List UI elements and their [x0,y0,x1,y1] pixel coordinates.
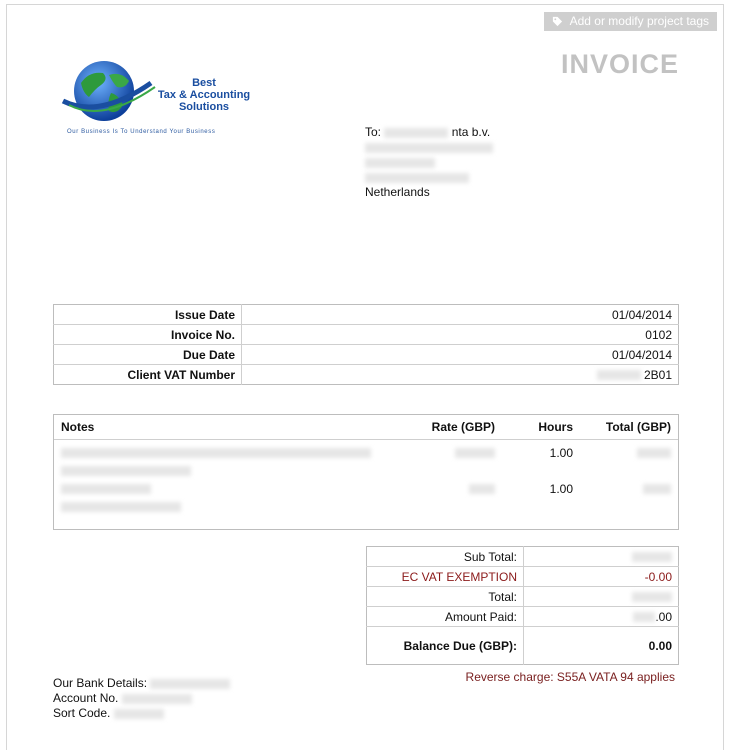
logo-slogan: Our Business Is To Understand Your Business [67,129,216,135]
table-row [367,607,679,627]
balance-due-label: Balance Due (GBP): [367,627,524,665]
table-row [54,439,678,476]
table-row [367,587,679,607]
table-row [54,365,679,385]
item-rate [387,439,502,476]
table-row [54,305,679,325]
sort-code-line: Sort Code. [53,706,230,721]
issue-date-value: 01/04/2014 [242,305,679,325]
table-row [54,345,679,365]
recipient-company-line: To: nta b.v. [365,125,491,139]
subtotal-value [524,547,679,567]
amount-paid-value: .00 [524,607,679,627]
globe-icon [59,53,159,133]
amount-paid-label: Amount Paid: [367,607,524,627]
due-date-label: Due Date [54,345,242,365]
total-value [524,587,679,607]
due-date-value: 01/04/2014 [242,345,679,365]
item-hours: 1.00 [549,445,573,460]
table-header-row [54,415,678,439]
notes-header: Notes [54,415,387,439]
bank-details [53,676,230,721]
invoice-number-label: Invoice No. [54,325,242,345]
table-row [367,567,679,587]
invoice-number-value: 0102 [242,325,679,345]
item-total [580,476,678,516]
item-notes [54,439,387,476]
invoice-title: INVOICE [560,49,679,79]
table-row [367,547,679,567]
add-project-tags-button[interactable] [544,12,717,31]
client-vat-value: 2B01 [242,365,679,385]
invoice-info-table [53,304,679,385]
invoice-page [6,4,724,750]
recipient-address [365,125,493,200]
table-row [54,325,679,345]
logo-wordmark: Best Tax & Accounting Solutions [157,77,251,113]
item-total [580,439,678,476]
item-notes [54,476,387,516]
item-hours: 1.00 [549,481,573,496]
balance-due-value: 0.00 [648,638,672,653]
total-label: Total: [367,587,524,607]
client-vat-label: Client VAT Number [54,365,242,385]
total-header: Total (GBP) [580,415,678,439]
tag-button-label: Add or modify project tags [569,14,709,28]
rate-header: Rate (GBP) [387,415,502,439]
table-row [54,476,678,516]
company-logo [59,53,259,143]
totals-table [366,546,679,665]
tag-icon [552,16,563,27]
vat-exemption-label: EC VAT EXEMPTION [367,567,524,587]
line-items-table [54,415,678,516]
table-row [367,627,679,665]
item-rate [387,476,502,516]
reverse-charge-note: Reverse charge: S55A VATA 94 applies [465,670,675,684]
issue-date-label: Issue Date [54,305,242,325]
recipient-country: Netherlands [365,185,430,199]
line-items-box [53,414,679,530]
hours-header: Hours [502,415,580,439]
subtotal-label: Sub Total: [367,547,524,567]
bank-details-title: Our Bank Details: [53,676,230,691]
vat-exemption-value: -0.00 [524,567,679,587]
account-number-line: Account No. [53,691,230,706]
